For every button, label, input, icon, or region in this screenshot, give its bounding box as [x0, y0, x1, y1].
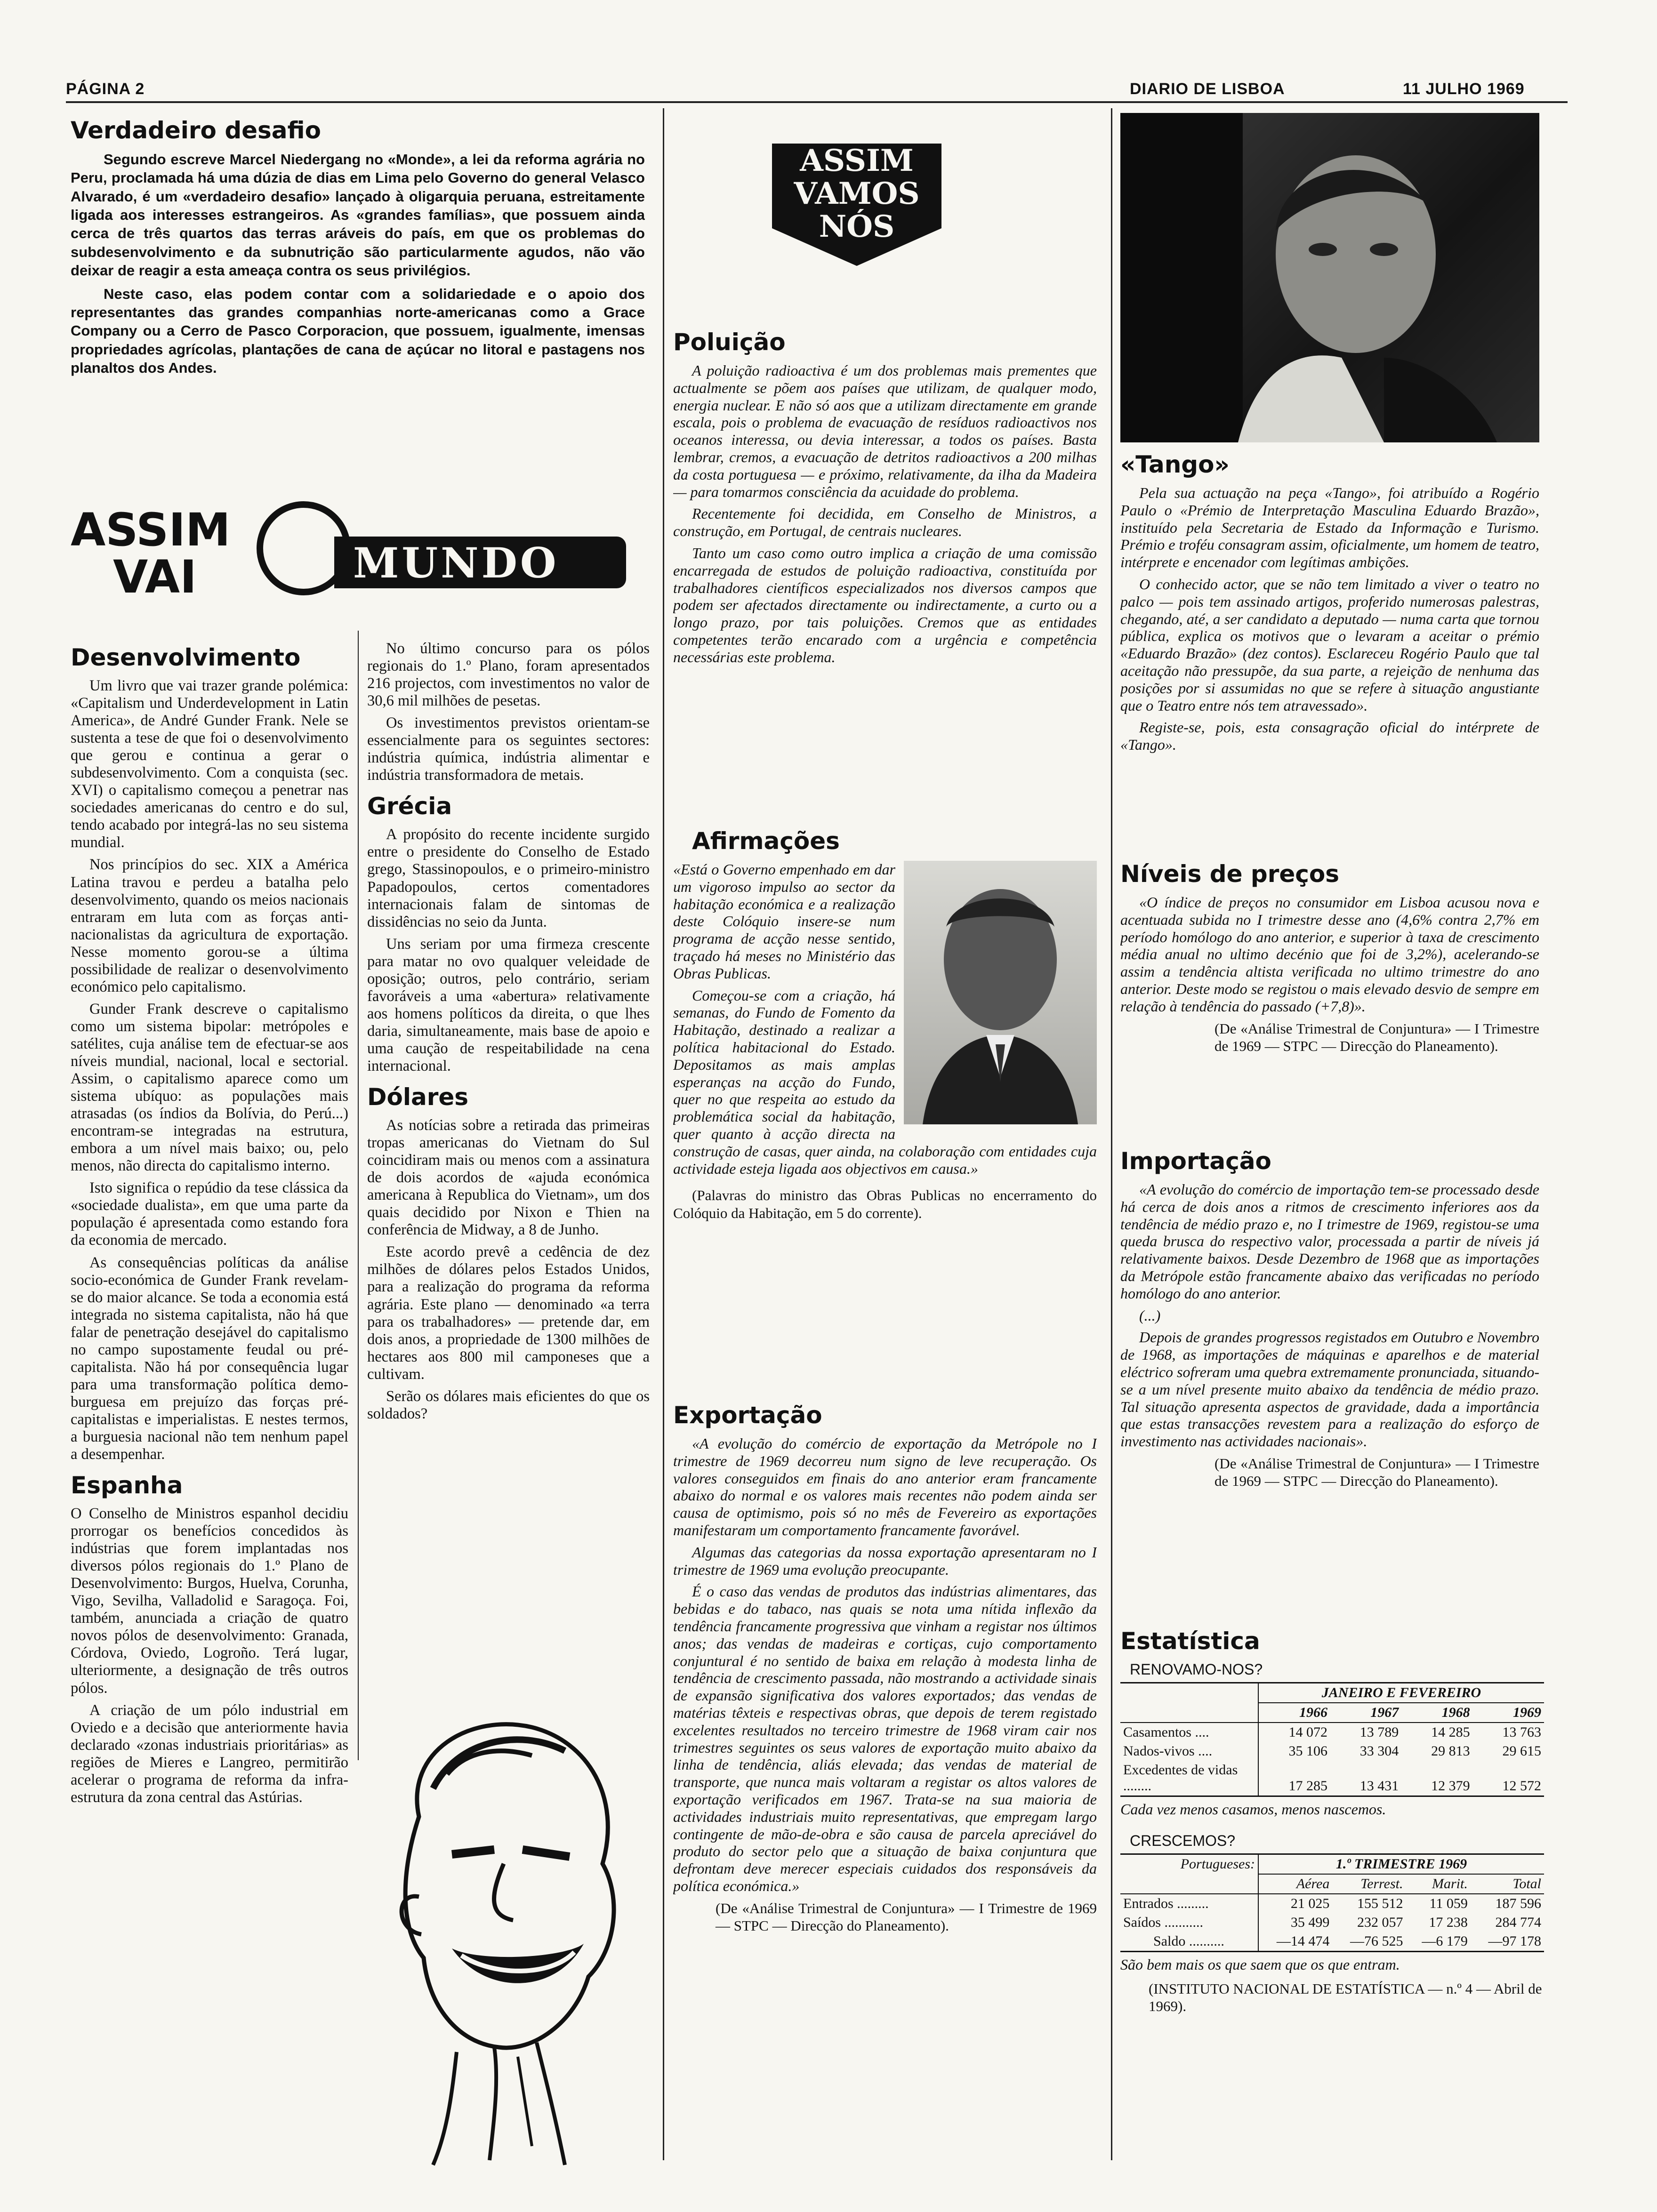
- migration-table: [1120, 1853, 1544, 1952]
- cell: 232 057: [1357, 1914, 1403, 1930]
- badge-text-mundo: MUNDO: [353, 538, 559, 587]
- paragraph: (...): [1139, 1306, 1161, 1324]
- article-tango: [1120, 452, 1539, 857]
- cell: —14 474: [1258, 1932, 1332, 1952]
- article-title: Exportação: [673, 1403, 822, 1429]
- badge-text-vai: VAI: [113, 551, 197, 603]
- cell: —76 525: [1350, 1933, 1403, 1949]
- badge-text-line: NÓS: [819, 209, 895, 244]
- paragraph: O Conselho de Ministros espanhol decidiu prorrogar os benefícios concedidos às indústrias que forem implantadas nos diversos pólos regionais do 1.º Plano de Desenvolvimento: Burgos, Huelva, Corunha, Vigo, Sevilha, Valladolid e Saragoça. Foi, também, anunciada a criação de quatro novos pólos de desenvolvimento: Granada, Córdova, Oviedo, Logroño. Terá lugar, ulteriormente, a designação de três outros pólos.: [71, 1505, 348, 1697]
- row-label: Saídos ...........: [1123, 1914, 1204, 1930]
- cell: 35 499: [1258, 1913, 1332, 1932]
- source-note: (Palavras do ministro das Obras Publicas no encerramento do Colóquio da Habitação, em 5 do corrente).: [673, 1187, 1097, 1221]
- paragraph: Depois de grandes progressos registados em Outubro e Novembro de 1968, as importações de máquinas e aparelhos e de material eléctrico sofreram uma quebra extremamente pronunciada, situando-se a um nível presente muito abaixo da tendência de médio prazo. Tal situação apresenta aspectos de gravidade, dada a importância que estas transacções revestem para a realização do esforço de investimento nas actividades nacionais».: [1120, 1329, 1539, 1450]
- table-corner: [1120, 1683, 1258, 1703]
- paragraph: Registe-se, pois, esta consagração oficial do intérprete de «Tango».: [1120, 719, 1539, 753]
- row-label: Excedentes de vidas ........: [1123, 1762, 1238, 1794]
- paragraph: Neste caso, elas podem contar com a solidariedade e o apoio dos representantes das grandes companhias norte-americanas como a Grace Company ou a Cerro de Pasco Corporacion, que possuem, igualmente, imensas propriedades agrícolas, plantações de cana de açúcar no litoral e pastagens nos planaltos dos Andes.: [71, 285, 645, 376]
- paragraph: Algumas das categorias da nossa exportação apresentaram no I trimestre de 1969 uma evolução preocupante.: [673, 1543, 1097, 1578]
- cell: 155 512: [1357, 1895, 1403, 1911]
- row-label: Nados-vivos ....: [1123, 1743, 1213, 1759]
- caricature-illustration: [377, 1694, 640, 2174]
- table-group-header: JANEIRO E FEVEREIRO: [1258, 1683, 1544, 1703]
- cell: 284 774: [1495, 1914, 1541, 1930]
- article-estatistica: [1120, 1628, 1544, 2193]
- article-desenvolvimento: [71, 645, 348, 2188]
- source-note: (De «Análise Trimestral de Conjuntura» — I Trimestre de 1969 — STPC — Direcção do Planeamento).: [1215, 1455, 1539, 1490]
- article-poluicao: [673, 329, 1097, 824]
- row-label: Saldo ..........: [1153, 1933, 1224, 1949]
- paragraph: A propósito do recente incidente surgido entre o presidente do Conselho de Estado grego, Stassinopoulos, e o primeiro-ministro Papadopoulos, certos comentadores internacionais falam de sintomas de dissidências no seio da Junta.: [367, 826, 650, 930]
- article-title: Estatística: [1120, 1628, 1260, 1655]
- article-title: Importação: [1120, 1148, 1271, 1175]
- actor-portrait-photo: [1120, 113, 1539, 442]
- table-row: [1120, 1742, 1544, 1761]
- assim-vai-o-mundo-badge: [71, 499, 635, 617]
- paragraph: Começou-se com a criação, há semanas, do Fundo de Fomento da Habitação, destinado a realizar a política habitacional do Estado. Depositamos as mais amplas esperanças na acção do Fundo, quer no que respeita ao estudo da problemática social da habitação, quer quanto à acção directa na construção de casas, quer ainda, na colaboração com entidades cuja actividade esteja ligada aos objectivos em causa.»: [673, 986, 1097, 1177]
- column-header: 1966: [1258, 1703, 1330, 1723]
- cell: 14 072: [1258, 1723, 1330, 1742]
- table-row: [1120, 1723, 1544, 1742]
- paragraph: Gunder Frank descreve o capitalismo como um sistema bipolar: metrópoles e satélites, cuja análise tem de efectuar-se aos níveis mundial, nacional, local e sectorial. Assim, o capitalismo aparece como um sistema ubíquo: as populações mais atrasadas (os índios da Bolívia, do Perú...) encontram-se integradas na estrutura, embora a um nível mais baixo; ou, pelo menos, não directa do capitalismo interno.: [71, 1000, 348, 1175]
- column-header: 1969: [1513, 1705, 1541, 1720]
- article-desafio: [71, 118, 645, 494]
- article-title: «Tango»: [1120, 452, 1230, 478]
- article-exportacao: [673, 1403, 1097, 2174]
- column-header: Aérea: [1258, 1874, 1332, 1894]
- portrait-figure: [904, 861, 1097, 1124]
- table-title: CRESCEMOS?: [1130, 1832, 1236, 1849]
- cell: 33 304: [1359, 1743, 1399, 1759]
- table-title: RENOVAMO-NOS?: [1130, 1661, 1263, 1678]
- paragraph: Este acordo prevê a cedência de dez milhões de dólares pelos Estados Unidos, para a realização do programa da reforma agrária. Este plano — denominado «a terra para os trabalhadores» — pretende dar, em dois anos, a propriedade de 1300 milhões de hectares aos 800 mil camponeses que a cultivam.: [367, 1243, 650, 1383]
- paragraph: A criação de um pólo industrial em Oviedo e a decisão que anteriormente havia declarado «zonas industriais prioritárias» as regiões de Mieres e Langreo, permitirão acelerar o programa de reforma da infra-estrutura da zona central das Astúrias.: [71, 1701, 348, 1806]
- article-afirmacoes: [673, 828, 1097, 1393]
- cell: —97 178: [1488, 1933, 1541, 1949]
- column-divider: [1111, 108, 1112, 2160]
- paragraph: Recentemente foi decidida, em Conselho de Ministros, a construção, em Portugal, de centrais nucleares.: [673, 505, 1097, 540]
- table-corner: [1120, 1874, 1258, 1894]
- column-header: Total: [1512, 1875, 1541, 1891]
- source-note: (De «Análise Trimestral de Conjuntura» — I Trimestre de 1969 — STPC — Direcção do Planeamento).: [1215, 1020, 1539, 1054]
- article-title: Espanha: [71, 1472, 183, 1499]
- paragraph: «A evolução do comércio de importação tem-se processado desde há cerca de dois anos a ritmos de crescimento inferiores aos da tendência de médio prazo e, no I trimestre de 1969, registou-se uma queda brusca do respectivo valor, processada a partir de níveis já relativamente baixos. Desde Dezembro de 1968 que as importações da Metrópole estão francamente abaixo das verificadas no período homólogo do ano anterior.: [1120, 1181, 1539, 1302]
- paragraph: Nos princípios do sec. XIX a América Latina travou e perdeu a batalha pelo desenvolvimento, quando os meios nacionais entraram em luta com as forças anti-nacionalistas da agricultura de exportação. Nesse momento gorou-se a última possibilidade de realizar o desenvolvimento económico pelo capitalismo.: [71, 856, 348, 995]
- page-number: PÁGINA 2: [66, 80, 145, 98]
- cell: 13 763: [1502, 1724, 1541, 1740]
- table-group-header: 1.º TRIMESTRE 1969: [1258, 1854, 1544, 1874]
- cell: 17 238: [1429, 1914, 1468, 1930]
- column-header: 1967: [1370, 1705, 1399, 1720]
- table-note: São bem mais os que saem que os que entram.: [1120, 1956, 1400, 1973]
- source-note: (De «Análise Trimestral de Conjuntura» — I Trimestre de 1969 — STPC — Direcção do Planeamento).: [716, 1899, 1097, 1934]
- article-mundo-continued: [367, 640, 650, 1675]
- cell: —6 179: [1422, 1933, 1468, 1949]
- cell: 35 106: [1258, 1742, 1330, 1761]
- row-label: Casamentos ....: [1123, 1724, 1209, 1740]
- caricature-drawing: [377, 1694, 640, 2174]
- paragraph: O conhecido actor, que se não tem limitado a viver o teatro no palco — pois tem assinado artigos, proferido numerosas palestras, chegando, até, a ser candidato a deputado — numa carta que tornou pública, explica os motivos que o levaram a aceitar o prémio «Eduardo Brazão» (dez contos). Esclareceu Rogério Paulo que tal aceitação não pressupõe, da sua parte, a rejeição de nenhuma das posições por si assumidas no que se refere à situação angustiante que o Teatro entre nós tem atravessado».: [1120, 575, 1539, 714]
- paragraph: «O índice de preços no consumidor em Lisboa acusou nova e acentuada subida no I trimestre desse ano (4,6% contra 2,7% em período homólogo do ano anterior, e superior à taxa de crescimento média anual no ultimo decénio que foi de 3,2%), acelerando-se assim a tendência altista verificada no ultimo trimestre do ano anterior. Deste modo se registou o mais elevado desvio de sempre em relação à tendência do passado (+7,8)».: [1120, 894, 1539, 1015]
- paragraph: Um livro que vai trazer grande polémica: «Capitalism und Underdevelopment in Latin America», de André Gunder Frank. Nele se sustenta a tese de que foi o desenvolvimento que gerou e continua a gerar o subdesenvolvimento. Com a conquista (sec. XVI) o capitalismo começou a penetrar nas sociedades americanas do centro e do sul, tendo acabado por integrá-las no seu sistema mundial.: [71, 677, 348, 851]
- table-note: Cada vez menos casamos, menos nascemos.: [1120, 1801, 1386, 1818]
- article-title: Dólares: [367, 1083, 469, 1111]
- paragraph: A poluição radioactiva é um dos problemas mais prementes que actualmente se põem aos países que utilizam, de qualquer modo, energia nuclear. E não só aos que a utilizam directamente em grande escala, pois o problema de evacuação de resíduos radioactivos nos oceanos interessa, ou devia interessar, a todos os países. Basta lembrar, cremos, a evacuação de detritos radioactivos a 200 milhas da costa portuguesa — e próximo, relativamente, da ilha da Madeira — para tomarmos consciência da acuidade do problema.: [673, 362, 1097, 500]
- article-title: Poluição: [673, 329, 786, 356]
- article-title: Verdadeiro desafio: [71, 118, 321, 144]
- paragraph: Os investimentos previstos orientam-se essencialmente para os seguintes sectores: indústria química, indústria alimentar e indústria transformadora de metais.: [367, 714, 650, 784]
- row-head: Portugueses:: [1180, 1856, 1255, 1872]
- table-row: [1120, 1894, 1544, 1913]
- paragraph: Segundo escreve Marcel Niedergang no «Monde», a lei da reforma agrária no Peru, proclamada há uma dúzia de dias em Lima pelo Governo do general Velasco Alvarado, é um «verdadeiro desafio» lançado à oligarquia peruana, estreitamente ligada aos interesses estrangeiros. As «grandes famílias», que possuem ainda cerca de três quartos das terras aráveis do país, em que os problemas do subdesenvolvimento e da subnutrição são particularmente agudos, não vão deixar de reagir a esta ameaça contra os seus privilégios.: [71, 151, 645, 279]
- cell: 13 789: [1359, 1724, 1399, 1740]
- portrait-figure: [1120, 113, 1539, 442]
- paragraph: Tanto um caso como outro implica a criação de uma comissão encarregada de estudos de poluição radioactiva, constituída por trabalhadores científicos especializados nos diversos campos que podem ser afectados directamente ou indirectamente, a curto ou a longo prazo, por tais poluições. Cremos que as entidades competentes terão encarado com a urgência e competência necessárias este problema.: [673, 544, 1097, 665]
- column-divider: [663, 108, 664, 2160]
- article-title: Afirmações: [692, 828, 840, 855]
- newspaper-name: DIARIO DE LISBOA: [1130, 80, 1285, 98]
- article-title: Desenvolvimento: [71, 645, 301, 671]
- source-note: (INSTITUTO NACIONAL DE ESTATÍSTICA — n.º 4 — Abril de 1969).: [1149, 1980, 1542, 2014]
- article-title: Grécia: [367, 793, 452, 820]
- badge-text-line: ASSIM: [800, 143, 914, 178]
- assim-vamos-nos-badge: [767, 134, 946, 271]
- paragraph: Uns seriam por uma firmeza crescente para matar no ovo qualquer veleidade de oposição; outros, pelo contrário, seriam favoráveis a uma «abertura» relativamente aos homens políticos da direita, o que lhes daria, simultaneamente, mais base de apoio e uma caução de respeitabilidade na cena internacional.: [367, 935, 650, 1074]
- paragraph: «A evolução do comércio de exportação da Metrópole no I trimestre de 1969 decorreu num signo de leve recuperação. Os valores conseguidos em finais do ano anterior eram francamente abaixo do normal e os valores mais recentes não podem ainda ser causa de optimismo, pois só no mês de Fevereiro as exportações manifestaram um comportamento francamente favorável.: [673, 1435, 1097, 1539]
- table-corner: [1120, 1703, 1258, 1723]
- column-divider: [358, 631, 359, 1760]
- cell: 12 379: [1431, 1778, 1470, 1794]
- issue-date: 11 JULHO 1969: [1403, 80, 1525, 98]
- cell: 12 572: [1502, 1778, 1541, 1794]
- badge-text-line: VAMOS: [794, 176, 920, 211]
- cell: 14 285: [1431, 1724, 1470, 1740]
- paragraph: Isto significa o repúdio da tese clássica da «sociedade dualista», em que uma parte da população é apresentada como estando fora da economia de mercado.: [71, 1179, 348, 1249]
- header-rule: [66, 101, 1568, 103]
- cell: 29 813: [1431, 1743, 1470, 1759]
- article-importacao: [1120, 1148, 1539, 1610]
- column-header: Terrest.: [1360, 1875, 1403, 1891]
- column-header: Marit.: [1432, 1875, 1468, 1891]
- table-row: [1120, 1761, 1544, 1796]
- paragraph: É o caso das vendas de produtos das indústrias alimentares, das bebidas e do tabaco, nas quais se nota uma nítida inflexão da tendência francamente progressiva que vinham a registar nos últimos anos; das vendas de madeiras e cortiças, cujo comportamento conjuntural é no sentido de baixa em relação à modesta linha de tendência de crescimento passada, não mostrando a actividade sinais de expansão significativa dos valores exportados; das vendas de matérias têxteis e respectivas obras, que depois de terem registado excelentes resultados no terceiro trimestre de 1968 viram cair nos trimestres seguintes os seus valores de exportação muito abaixo da linha de tendência, aliás elevada; das vendas de material de transporte, que nunca mais voltaram a registar os altos valores de exportação verificados em 1967. Trata-se na sua maioria de actividades industriais muito representativas, que empregam largo contingente de mão-de-obra e são causa de parcela apreciável do produto do sector pelo que a situação de baixa conjuntura que defrontam deve merecer especiais cuidados dos responsáveis da política económica.»: [673, 1583, 1097, 1894]
- paragraph: Serão os dólares mais eficientes do que os soldados?: [367, 1387, 650, 1422]
- cell: 13 431: [1359, 1778, 1399, 1794]
- article-title: Níveis de preços: [1120, 861, 1340, 888]
- cell: 17 285: [1258, 1761, 1330, 1796]
- table-row: [1120, 1932, 1544, 1952]
- minister-portrait-photo: [904, 861, 1097, 1124]
- paragraph: Pela sua actuação na peça «Tango», foi atribuído a Rogério Paulo o «Prémio de Interpretação Masculina Eduardo Brazão», instituído pela Secretaria de Estado da Informação e Turismo. Prémio e troféu consagram assim, oficialmente, um homem de teatro, intérprete e encenador com legítimas ambições.: [1120, 484, 1539, 571]
- cell: 21 025: [1258, 1894, 1332, 1913]
- cell: 29 615: [1502, 1743, 1541, 1759]
- column-header: 1968: [1441, 1705, 1470, 1720]
- row-label: Entrados .........: [1123, 1895, 1209, 1911]
- cell: 11 059: [1429, 1895, 1468, 1911]
- paragraph: «Está o Governo empenhado em dar um vigoroso impulso ao sector da habitação económica e a realização deste Colóquio insere-se num programa de acção nesse sentido, traçado há meses no Ministério das Obras Publicas.: [673, 861, 895, 982]
- paragraph: As notícias sobre a retirada das primeiras tropas americanas do Vietnam do Sul coincidiram mais ou menos com a assinatura de dois acordos de «ajuda económica americana à Republica do Vietnam», um dos quais decidido por Nixon e Thien na conferência de Midway, a 8 de Junho.: [367, 1117, 650, 1239]
- badge-text-assim: ASSIM: [71, 504, 231, 556]
- paragraph: No último concurso para os pólos regionais do 1.º Plano, foram apresentados 216 projectos, com investimentos no valor de 30,6 mil milhões de pesetas.: [367, 640, 650, 710]
- article-precos: [1120, 861, 1539, 1144]
- cell: 187 596: [1495, 1895, 1541, 1911]
- table-row: [1120, 1913, 1544, 1932]
- births-marriages-table: [1120, 1682, 1544, 1797]
- paragraph: As consequências políticas da análise socio-económica de Gunder Frank revelam-se do maior alcance. Se toda a economia está integrada no sistema capitalista, não há que falar de penetração desejável do capitalismo no campo supostamente feudal ou pré-capitalista. Não há por consequência lugar para uma transformação política demo-burguesa em prejuízo das forças pré-capitalistas e imperialistas. E nestes termos, a burguesia nacional não tem nenhum papel a desempenhar.: [71, 1254, 348, 1463]
